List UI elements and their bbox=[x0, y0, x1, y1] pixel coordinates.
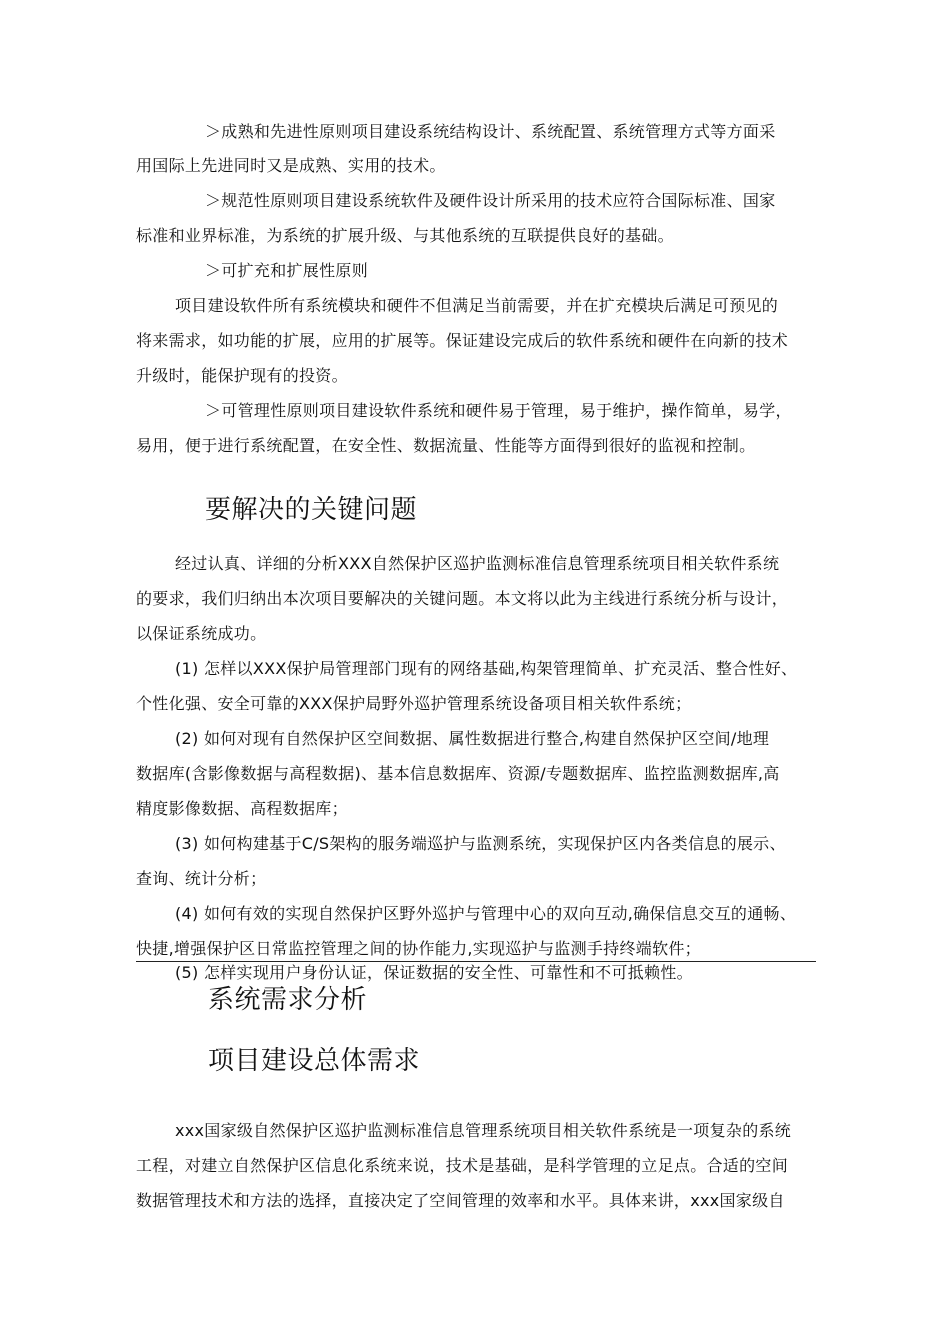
paragraph-line: 工程，对建立自然保护区信息化系统来说，技术是基础，是科学管理的立足点。合适的空间 bbox=[136, 1156, 789, 1175]
paragraph-line: ＞可扩充和扩展性原则 bbox=[205, 261, 369, 280]
paragraph-line: 以保证系统成功。 bbox=[136, 624, 267, 643]
paragraph-line: 的要求，我们归纳出本次项目要解决的关键问题。本文将以此为主线进行系统分析与设计， bbox=[136, 589, 789, 608]
paragraph-line: xxx国家级自然保护区巡护监测标准信息管理系统项目相关软件系统是一项复杂的系统 bbox=[175, 1121, 792, 1140]
paragraph-line: 升级时，能保护现有的投资。 bbox=[136, 366, 348, 385]
section-heading: 系统需求分析 bbox=[208, 985, 368, 1015]
section-heading: 要解决的关键问题 bbox=[205, 495, 418, 525]
paragraph-line: 数据管理技术和方法的选择，直接决定了空间管理的效率和水平。具体来讲，xxx国家级自 bbox=[136, 1191, 785, 1210]
paragraph-line: 易用，便于进行系统配置，在安全性、数据流量、性能等方面得到很好的监视和控制。 bbox=[136, 436, 756, 455]
list-item-line: (2) 如何对现有自然保护区空间数据、属性数据进行整合,构建自然保护区空间/地理 bbox=[175, 729, 770, 748]
paragraph-line: 用国际上先进同时又是成熟、实用的技术。 bbox=[136, 156, 446, 175]
list-item-line: 数据库(含影像数据与高程数据)、基本信息数据库、资源/专题数据库、监控监测数据库,高 bbox=[136, 764, 780, 783]
paragraph-line: 经过认真、详细的分析XXX自然保护区巡护监测标准信息管理系统项目相关软件系统 bbox=[175, 554, 780, 573]
paragraph-line: 将来需求，如功能的扩展，应用的扩展等。保证建设完成后的软件系统和硬件在向新的技术 bbox=[136, 331, 789, 350]
paragraph-line: ＞规范性原则项目建设系统软件及硬件设计所采用的技术应符合国际标准、国家 bbox=[205, 191, 776, 210]
section-heading: 项目建设总体需求 bbox=[208, 1046, 421, 1076]
list-item-line: (5) 怎样实现用户身份认证，保证数据的安全性、可靠性和不可抵赖性。 bbox=[175, 963, 693, 982]
list-item-line: (1) 怎样以XXX保护局管理部门现有的网络基础,构架管理简单、扩充灵活、整合性好、 bbox=[175, 659, 798, 678]
list-item-line: 精度影像数据、高程数据库； bbox=[136, 799, 348, 818]
list-item-line: 快捷,增强保护区日常监控管理之间的协作能力,实现巡护与监测手持终端软件； bbox=[136, 939, 701, 958]
paragraph-line: 标准和业界标准，为系统的扩展升级、与其他系统的互联提供良好的基础。 bbox=[136, 226, 674, 245]
paragraph-line: ＞可管理性原则项目建设软件系统和硬件易于管理，易于维护，操作简单，易学， bbox=[205, 401, 792, 420]
list-item-line: (3) 如何构建基于C/S架构的服务端巡护与监测系统，实现保护区内各类信息的展示、 bbox=[175, 834, 786, 853]
paragraph-line: ＞成熟和先进性原则项目建设系统结构设计、系统配置、系统管理方式等方面采 bbox=[205, 122, 776, 141]
paragraph-line: 项目建设软件所有系统模块和硬件不但满足当前需要，并在扩充模块后满足可预见的 bbox=[175, 296, 779, 315]
list-item-line: 个性化强、安全可靠的XXX保护局野外巡护管理系统设备项目相关软件系统； bbox=[136, 694, 692, 713]
list-item-line: (4) 如何有效的实现自然保护区野外巡护与管理中心的双向互动,确保信息交互的通畅、 bbox=[175, 904, 797, 923]
list-item-line: 查询、统计分析； bbox=[136, 869, 267, 888]
